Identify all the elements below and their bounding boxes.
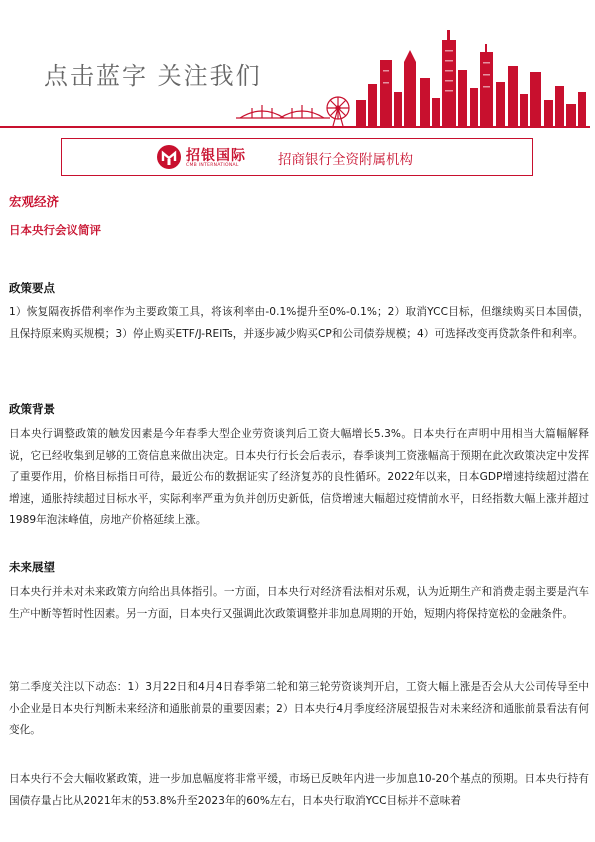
paragraph-outlook-3: 日本央行不会大幅收紧政策，进一步加息幅度将非常平缓，市场已反映年内进一步加息10-20个基点的预期。日本央行持有国债存量占比从2021年末的53.8%升至2023年的60%左右，日本央行取消YCC目标并不意味着	[9, 773, 589, 807]
banner-title: 点击蓝字 关注我们	[44, 62, 262, 90]
section-label: 宏观经济	[9, 194, 60, 209]
logo-tagline: 招商银行全资附属机构	[278, 152, 413, 168]
heading-outlook: 未来展望	[9, 560, 55, 574]
paragraph-policy-points: 1）恢复隔夜拆借利率作为主要政策工具，将该利率由-0.1%提升至0%-0.1%；2）取消YCC目标，但继续购买日本国债，且保持原来购买规模；3）停止购买ETF/J-REITs，并逐步减少购买CP和公司债券规模；4）可选择改变再贷款条件和利率。	[9, 306, 589, 340]
article-title: 日本央行会议简评	[9, 223, 101, 237]
paragraph-outlook-1: 日本央行并未对未来政策方向给出具体指引。一方面，日本央行对经济看法相对乐观，认为近期生产和消费走弱主要是汽车生产中断等暂时性因素。另一方面，日本央行又强调此次政策调整并非加息周期的开始，短期内将保持宽松的金融条件。	[9, 586, 589, 620]
heading-policy-background: 政策背景	[9, 402, 55, 416]
logo-name-cn: 招银国际	[186, 148, 246, 164]
paragraph-policy-background: 日本央行调整政策的触发因素是今年春季大型企业劳资谈判后工资大幅增长5.3%。日本央行在声明中用相当大篇幅解释说，它已经收集到足够的工资信息来做出决定。日本央行行长会后表示，春季谈判工资涨幅高于预期在此次政策决定中发挥了重要作用，价格目标指日可待，最近公布的数据证实了经济复苏的良性循环。2022年以来，日本GDP增速持续超过潜在增速，通胀持续超过目标水平，实际利率严重为负并创历史新低，信贷增速大幅超过疫情前水平，日经指数大幅上涨并超过1989年泡沫峰值，房地产价格延续上涨。	[9, 428, 589, 526]
paragraph-outlook-2: 第二季度关注以下动态：1）3月22日和4月4日春季第二轮和第三轮劳资谈判开启，工资大幅上涨是否会从大公司传导至中小企业是日本央行判断未来经济和通胀前景的重要因素；2）日本央行4月季度经济展望报告对未来经济和通胀前景看法有何变化。	[9, 681, 589, 736]
cmb-logo-icon	[156, 144, 182, 170]
heading-policy-points: 政策要点	[9, 281, 55, 295]
header-banner	[0, 0, 595, 130]
brand-logo-box	[61, 138, 533, 176]
logo-name-en: CMB INTERNATIONAL	[186, 163, 239, 168]
